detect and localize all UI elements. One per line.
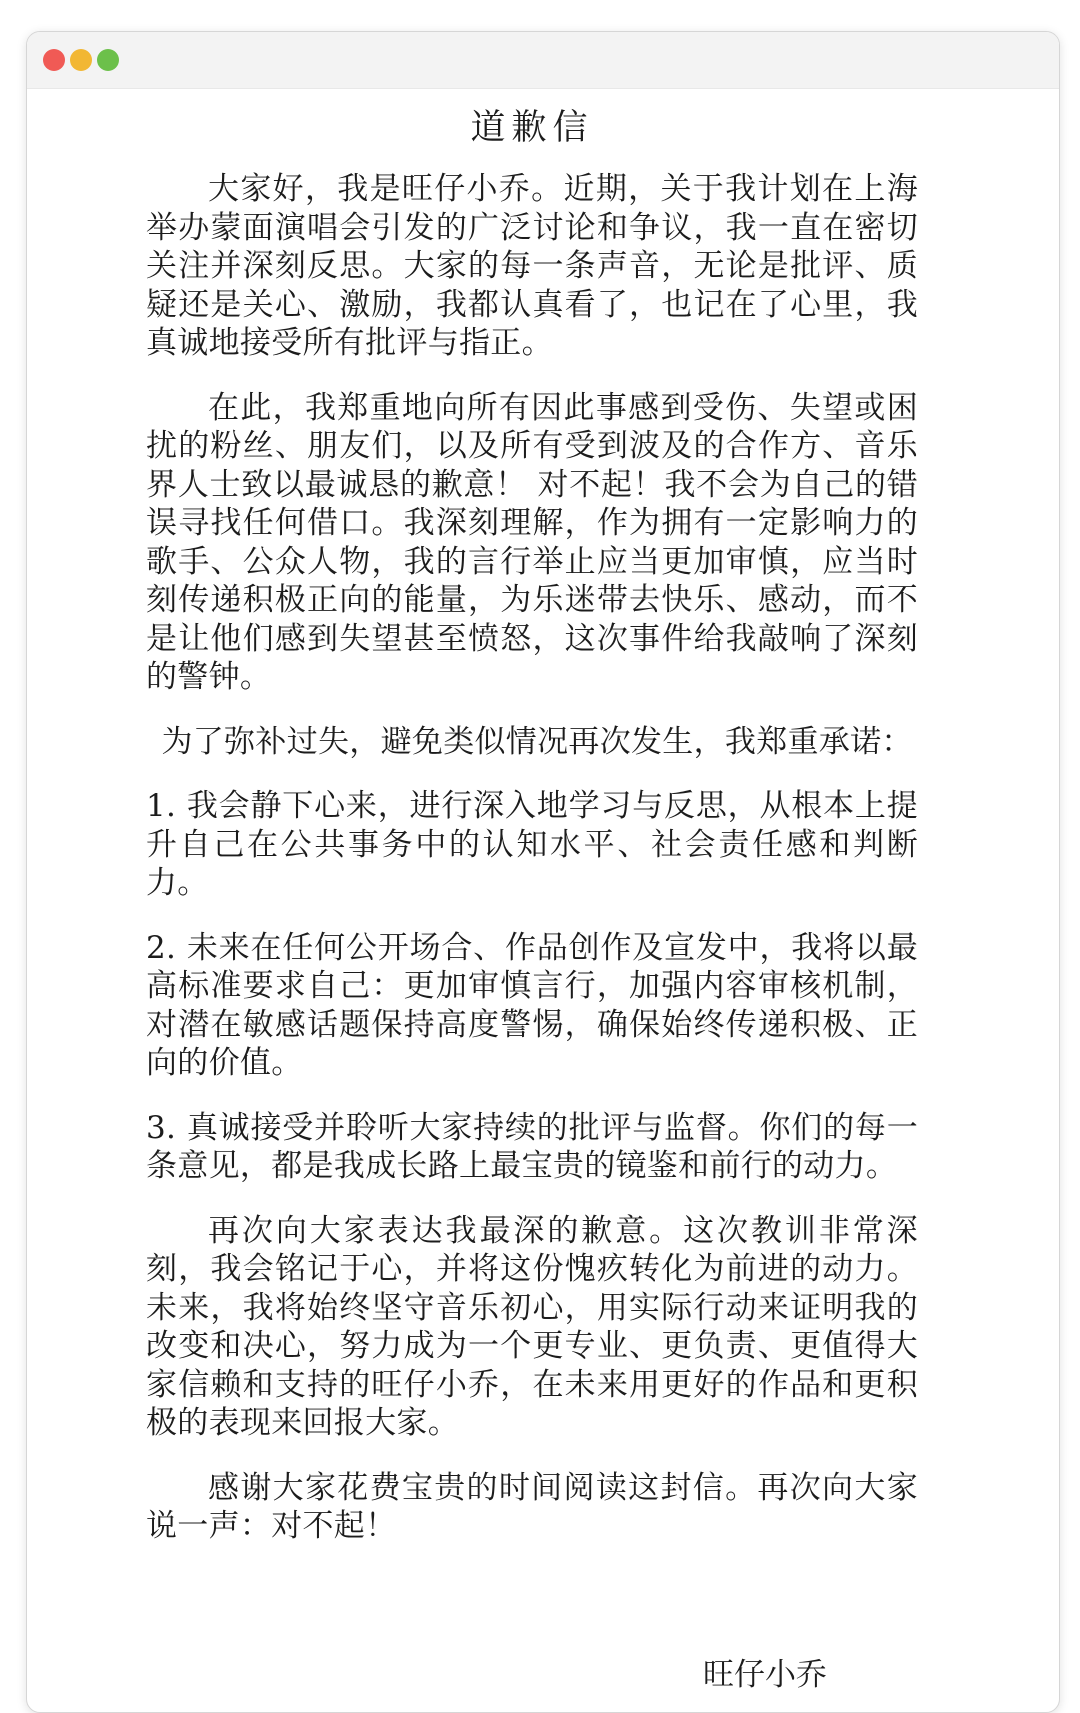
paragraph-commitment-intro: 为了弥补过失，避免类似情况再次发生，我郑重承诺： bbox=[161, 723, 913, 760]
commitment-item-2: 2. 未来在任何公开场合、作品创作及宣发中，我将以最高标准要求自己：更加审慎言行，加强内容审核机制，对潜在敏感话题保持高度警惕，确保始终传递积极、正向的价值。 bbox=[146, 929, 918, 1081]
letter-title: 道歉信 bbox=[470, 108, 594, 148]
commitment-item-1: 1. 我会静下心来，进行深入地学习与反思，从根本上提升自己在公共事务中的认知水平、社会责任感和判断力。 bbox=[146, 788, 918, 901]
paragraph-closing: 再次向大家表达我最深的歉意。这次教训非常深刻，我会铭记于心，并将这份愧疚转化为前进的动力。未来，我将始终坚守音乐初心，用实际行动来证明我的改变和决心，努力成为一个更专业、更负责、更值得大家信赖和支持的旺仔小乔，在未来用更好的作品和更积极的表现来回报大家。 bbox=[146, 1212, 918, 1441]
paragraph-apology: 在此，我郑重地向所有因此事感到受伤、失望或困扰的粉丝、朋友们，以及所有受到波及的合作方、音乐界人士致以最诚恳的歉意！ 对不起！我不会为自己的错误寻找任何借口。我深刻理解，作为拥有一定影响力的歌手、公众人物，我的言行举止应当更加审慎，应当时刻传递积极正向的能量，为乐迷带去快乐、感动，而不是让他们感到失望甚至愤怒，这次事件给我敲响了深刻的警钟。 bbox=[146, 389, 918, 695]
minimize-window-icon[interactable] bbox=[70, 49, 92, 71]
maximize-window-icon[interactable] bbox=[97, 49, 119, 71]
close-window-icon[interactable] bbox=[43, 49, 65, 71]
paragraph-thanks: 感谢大家花费宝贵的时间阅读这封信。再次向大家说一声：对不起！ bbox=[146, 1469, 918, 1544]
signature: 旺仔小乔 bbox=[703, 1657, 827, 1693]
commitment-item-3: 3. 真诚接受并聆听大家持续的批评与监督。你们的每一条意见，都是我成长路上最宝贵的镜鉴和前行的动力。 bbox=[146, 1109, 918, 1184]
letter-body bbox=[146, 60, 918, 1572]
paragraph-greeting: 大家好，我是旺仔小乔。近期，关于我计划在上海举办蒙面演唱会引发的广泛讨论和争议，我一直在密切关注并深刻反思。大家的每一条声音，无论是批评、质疑还是关心、激励，我都认真看了，也记在了心里，我真诚地接受所有批评与指正。 bbox=[146, 171, 918, 361]
